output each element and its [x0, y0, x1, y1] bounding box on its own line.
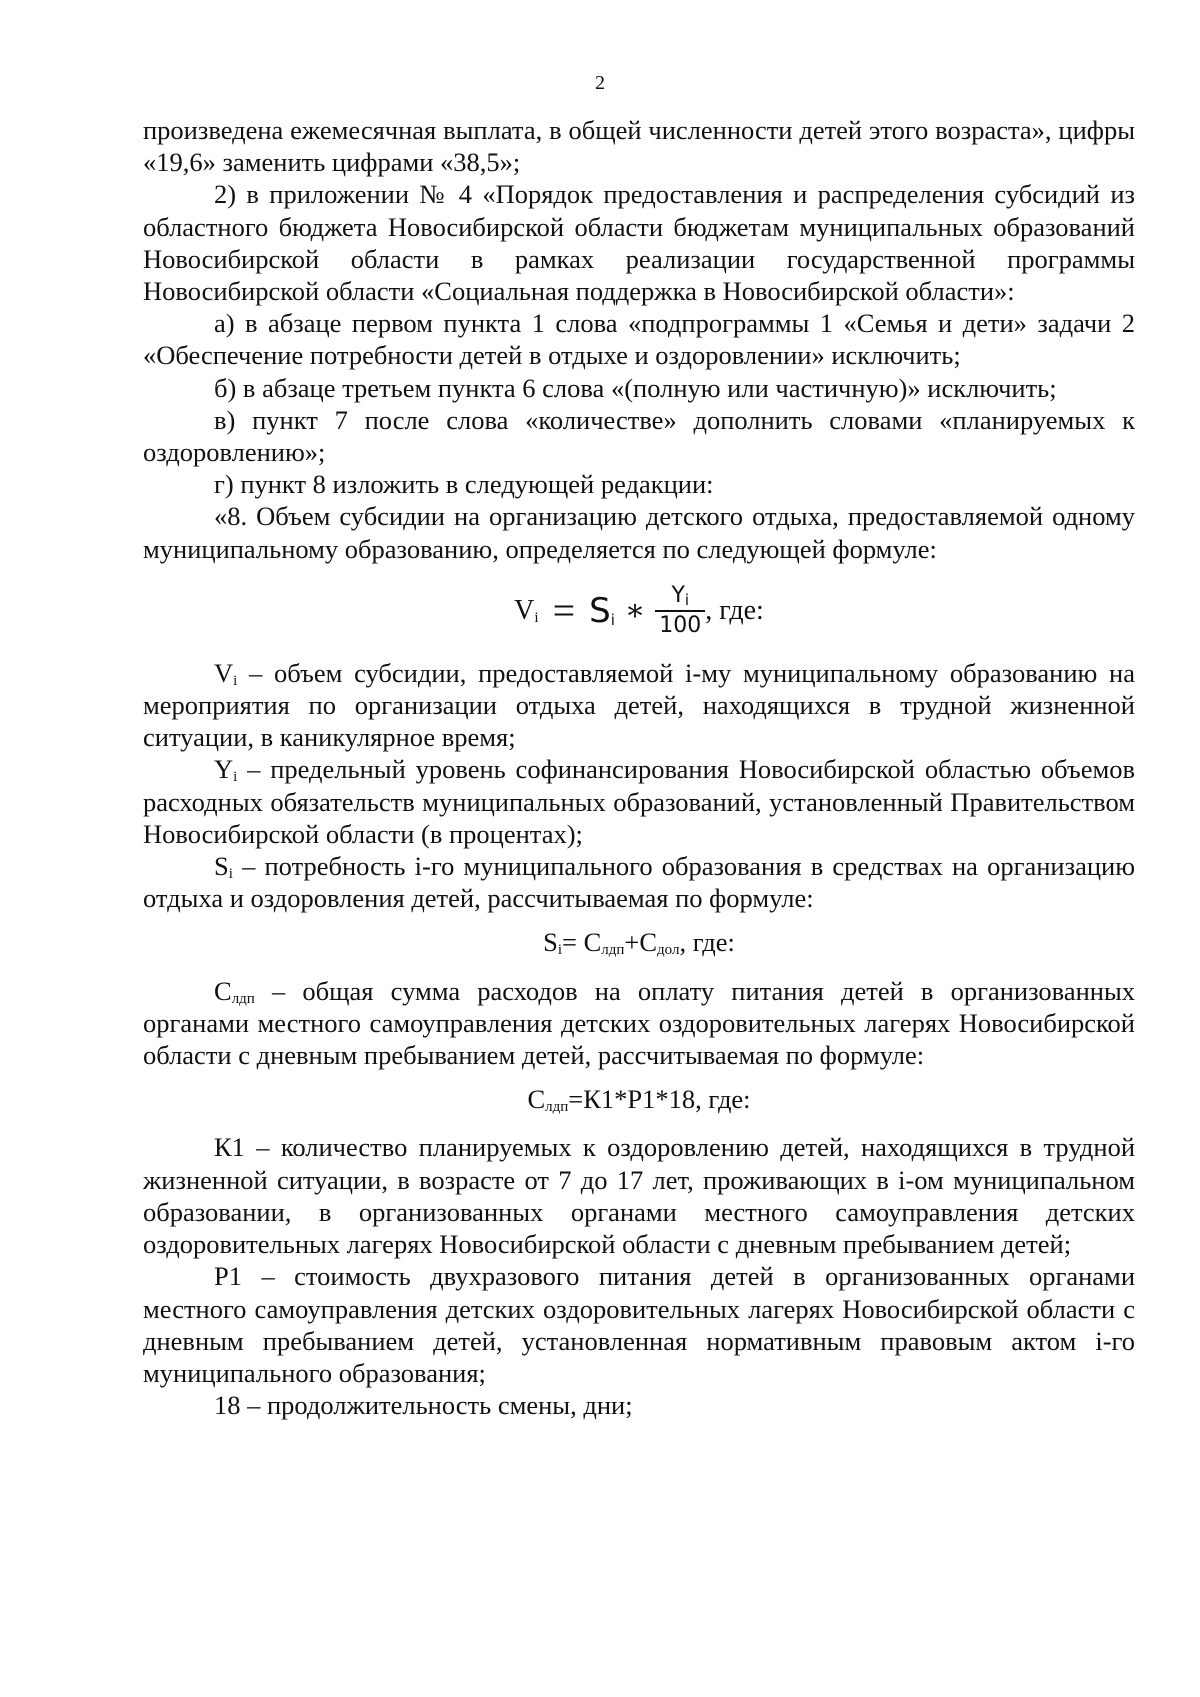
fraction-denominator: 100 [659, 612, 702, 638]
definition-v: $V_i$ – объем субсидии, предоставляемой i-му муниципальному образованию на мероприятия по организации отдыха детей, находящихся в трудной жизненной ситуации, в каникулярное время; [143, 657, 1135, 753]
formula-var: $V_i$ [514, 594, 539, 626]
definition-y: $Y_i$ – предельный уровень софинансирования Новосибирской областью объемов расходных обязательств муниципальных образований, установленный Правительством Новосибирской области (в процентах); [143, 754, 1135, 849]
definition-c: $C_{лдп}$ – общая сумма расходов на оплату питания детей в организованных органами местного самоуправления детских оздоровительных лагерях Новосибирской области с дневным пребыванием детей, рассчитываемая по формуле: [143, 975, 1135, 1071]
definition-s: $S_i$ – потребность i-го муниципального образования в средствах на организацию отдыха и оздоровления детей, рассчитываемая по формуле: [143, 851, 1135, 914]
formula-var: $S_i$ [589, 590, 615, 631]
paragraph: а) в абзаце первом пункта 1 слова «подпрограммы 1 «Семья и дети» задачи 2 «Обеспечение потребности детей в отдыхе и оздоровлении» исключить; [143, 308, 1135, 371]
paragraph: в) пункт 7 после слова «количестве» дополнить словами «планируемых к оздоровлению»; [143, 404, 1135, 468]
paragraph: б) в абзаце третьем пункта 6 слова «(полную или частичную)» исключить; [214, 372, 1057, 403]
formula-tail: , где: [705, 594, 764, 626]
formula-subsidy-volume [143, 571, 1135, 651]
paragraph: «8. Объем субсидии на организацию детского отдыха, предоставляемой одному муниципальному образованию, определяется по следующей формуле: [143, 501, 1135, 564]
formula-meal-cost: $C_{лдп}=К1*Р1*18$, где: [527, 1084, 751, 1116]
page-number: 2 [595, 72, 605, 94]
fraction-numerator: $Y_i$ [671, 582, 690, 609]
formula-need: $S_i= C_{лдп}+C_{дол}$, где: [543, 927, 735, 959]
formula-fraction [655, 582, 705, 640]
paragraph: произведена ежемесячная выплата, в общей численности детей этого возраста», цифры «19,6» заменить цифрами «38,5»; [143, 115, 1135, 178]
definition-18: 18 – продолжительность смены, дни; [214, 1390, 633, 1421]
formula-multiply: ∗ [624, 593, 646, 627]
paragraph: 2) в приложении № 4 «Порядок предоставления и распределения субсидий из областного бюджета Новосибирской области бюджетам муниципальных образований Новосибирской области в рамках реализации государственной программы Новосибирской области «Социальная поддержка в Новосибирской области»: [143, 179, 1135, 307]
definition-k1: К1 – количество планируемых к оздоровлению детей, находящихся в трудной жизненной ситуации, в возрасте от 7 до 17 лет, проживающих в i-ом муниципальном образовании, в организованных органами местного самоуправления детских оздоровительных лагерях Новосибирской области с дневным пребыванием детей; [143, 1132, 1135, 1260]
definition-p1: Р1 – стоимость двухразового питания детей в организованных органами местного самоуправления детских оздоровительных лагерях Новосибирской области с дневным пребыванием детей, установленная нормативным правовым актом i-го муниципального образования; [143, 1261, 1135, 1388]
document-body [143, 114, 1135, 1421]
paragraph: г) пункт 8 изложить в следующей редакции: [214, 469, 714, 500]
formula-equals: = [552, 587, 576, 633]
